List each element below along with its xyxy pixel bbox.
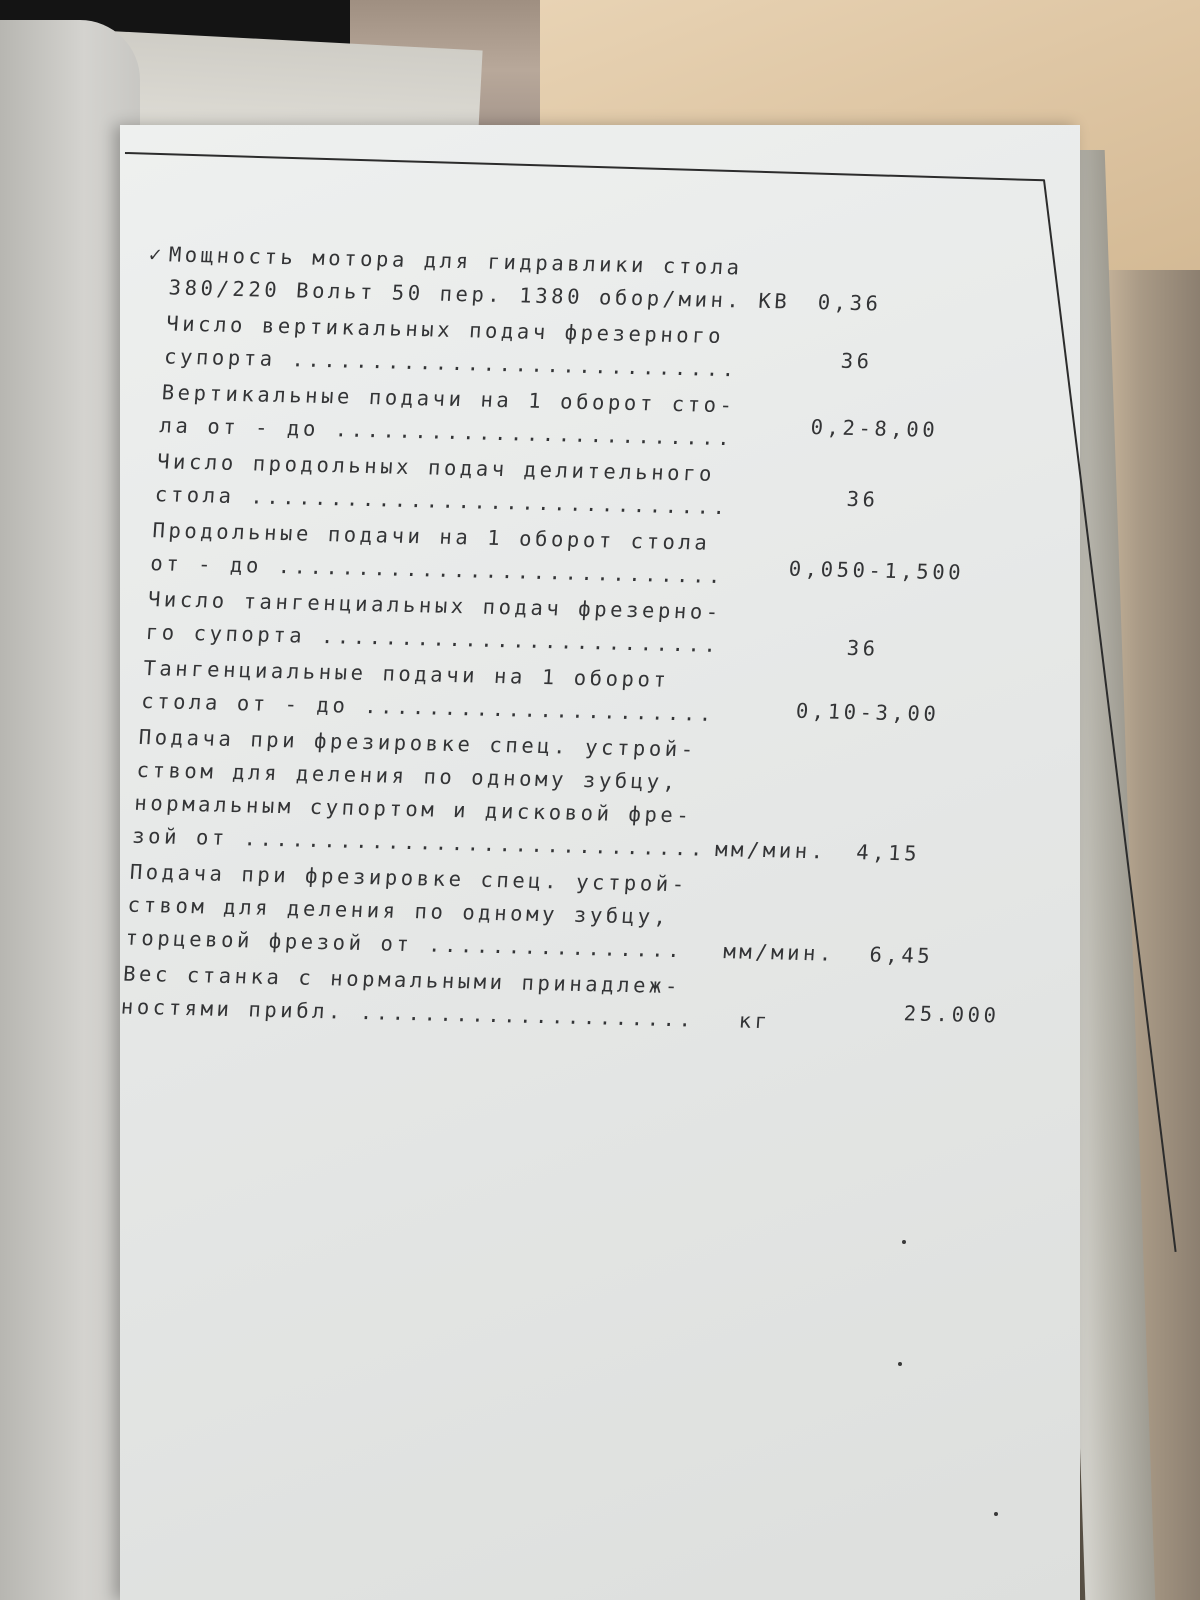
spec-line: го супорта ......................... (145, 620, 721, 658)
spec-line: Продольные подачи на 1 оборот стола (151, 518, 712, 555)
spec-line: Число тангенциальных подач фрезерно- (147, 587, 723, 625)
spec-line: 380/220 Вольт 50 пер. 1380 обор/мин. КВ (167, 275, 792, 314)
spec-line: Вес станка с нормальными принадлеж- (122, 961, 682, 999)
spec-value: 25.000 (903, 1001, 1001, 1028)
spec-line: Вертикальные подачи на 1 оборот сто- (160, 380, 737, 418)
spec-line: нормальным супортом и дисковой фре- (133, 790, 694, 828)
spec-value: 0,10-3,00 (795, 698, 941, 727)
spec-value: 36 (840, 348, 874, 374)
spec-line: Число продольных подач делительного (156, 449, 716, 486)
spec-line: супорта ............................ (163, 344, 739, 382)
spec-value: 0,36 (816, 290, 883, 316)
spec-value: 0,050-1,500 (788, 556, 965, 585)
spec-line: Число вертикальных подач фрезерного (165, 311, 725, 349)
spec-unit: кг (738, 1008, 772, 1034)
spec-line: Тангенциальные подачи на 1 оборот (142, 655, 671, 692)
spec-line: стола .............................. (154, 482, 730, 520)
spec-line: Подача при фрезировке спец. устрой- (138, 724, 698, 762)
check-mark-icon: ✓ (148, 241, 163, 267)
spec-unit: мм/мин. (714, 836, 828, 864)
spec-line: стола от - до ...................... (140, 688, 716, 726)
ink-speck (898, 1362, 902, 1366)
spec-list (98, 238, 1030, 1046)
spec-line: ством для деления по одному зубцу, (135, 757, 680, 795)
spec-unit: мм/мин. (722, 939, 836, 966)
spec-value: 6,45 (868, 942, 935, 968)
spec-row (109, 720, 998, 872)
spec-line-text: Мощность мотора для гидравлики стола (168, 242, 744, 280)
spec-line: ла от - до ......................... (158, 413, 735, 451)
spec-row (102, 855, 988, 974)
spec-line: зой от ............................. (131, 823, 707, 861)
spec-line: от - до ............................ (149, 551, 726, 589)
spec-line: ством для деления по одному зубцу, (126, 892, 671, 929)
ink-speck (902, 1240, 906, 1244)
spec-value: 4,15 (855, 840, 921, 866)
spec-value: 0,2-8,00 (809, 415, 940, 442)
spec-value: 36 (845, 635, 880, 661)
spec-value: 36 (845, 486, 880, 512)
spec-line: Подача при фрезировке спец. устрой- (129, 859, 689, 897)
spec-line: ностями прибл. ..................... (120, 994, 696, 1032)
spec-line: торцевой фрезой от ................ (124, 925, 685, 963)
ink-speck (994, 1512, 998, 1516)
